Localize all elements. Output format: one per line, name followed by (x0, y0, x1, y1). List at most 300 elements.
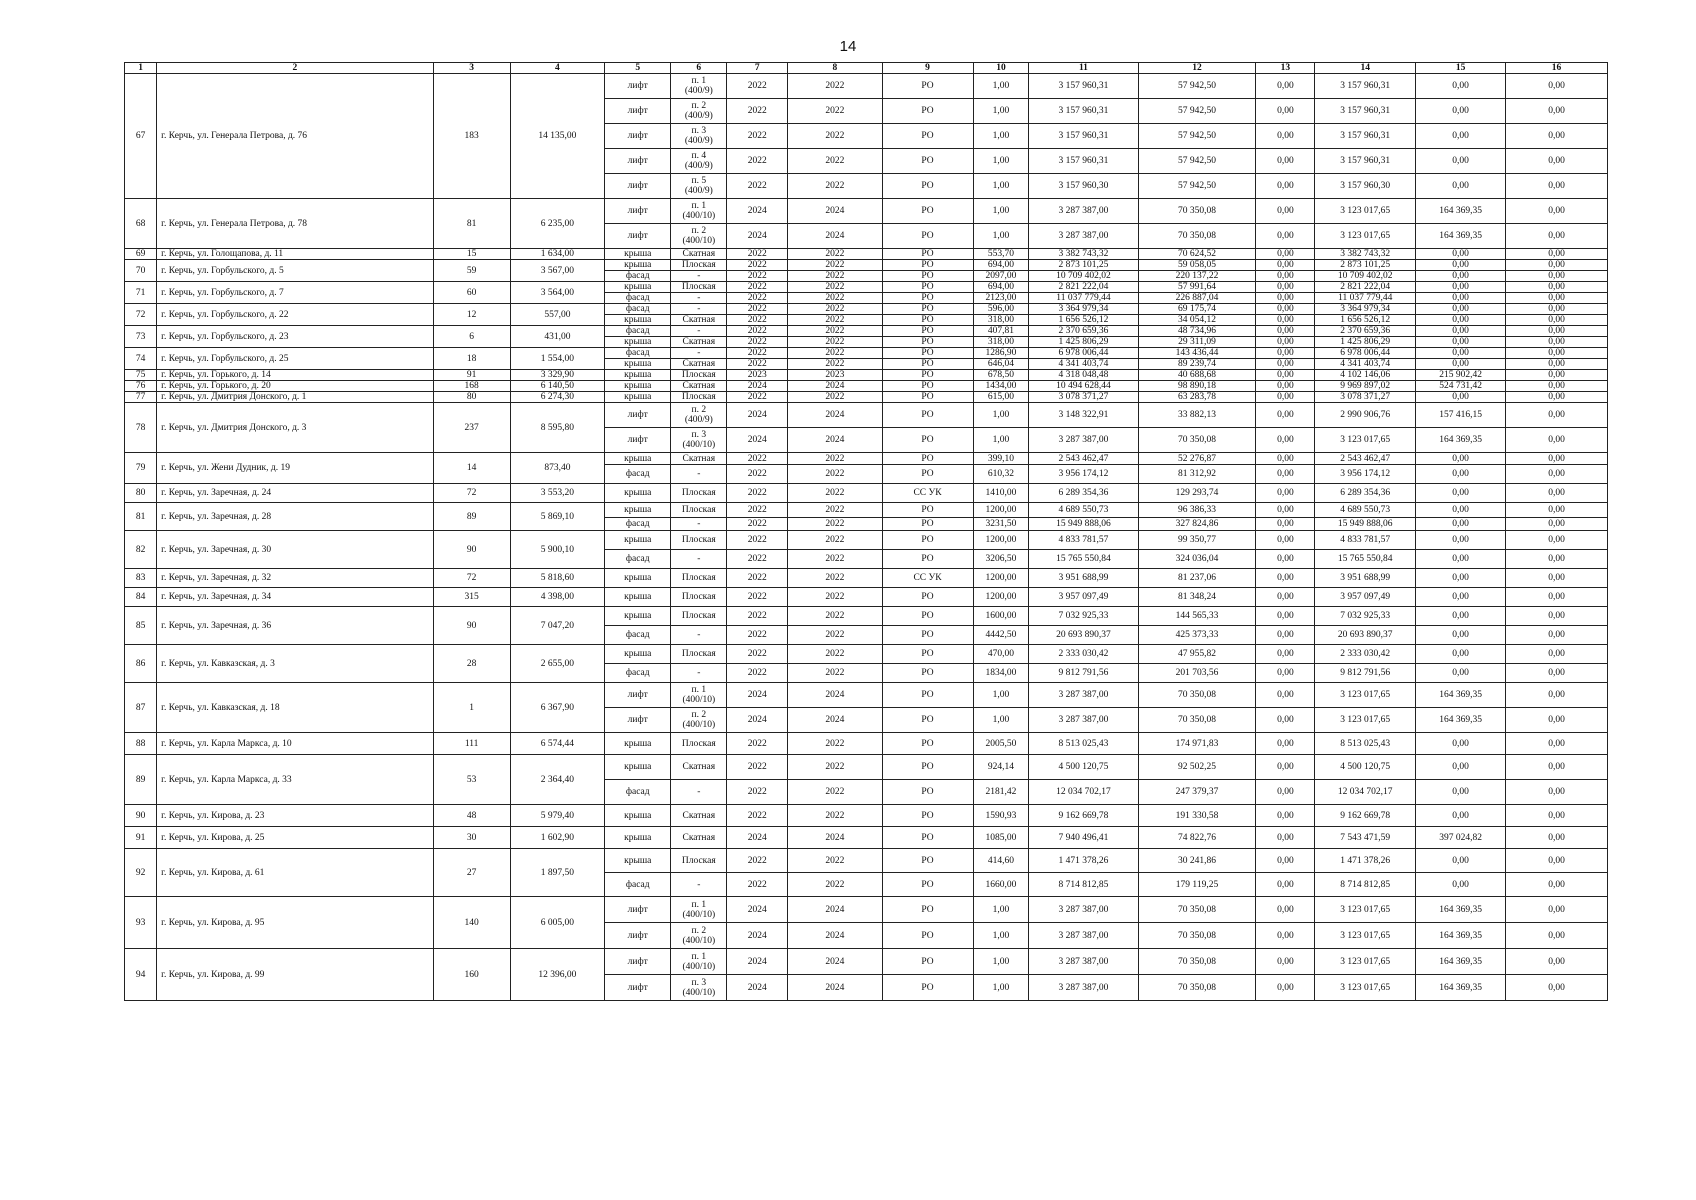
col15-cell: 0,00 (1416, 249, 1506, 260)
apartments-cell: 12 (433, 304, 510, 326)
col12-cell: 226 887,04 (1138, 293, 1256, 304)
year-end-cell: 2022 (788, 392, 882, 403)
year-end-cell: 2024 (788, 199, 882, 224)
organization-cell: РО (882, 260, 973, 271)
col13-cell: 0,00 (1256, 74, 1315, 99)
col13-cell: 0,00 (1256, 733, 1315, 755)
col12-cell: 47 955,82 (1138, 645, 1256, 664)
work-detail-cell: - (671, 271, 727, 282)
organization-cell: РО (882, 588, 973, 607)
work-type-cell: лифт (605, 403, 671, 428)
col15-cell: 0,00 (1416, 503, 1506, 518)
col15-cell: 0,00 (1416, 359, 1506, 370)
total-cost-cell: 1 656 526,12 (1029, 315, 1138, 326)
col16-cell: 0,00 (1506, 249, 1608, 260)
work-detail-cell: Плоская (671, 503, 727, 518)
total-cost-cell: 15 949 888,06 (1029, 518, 1138, 531)
col15-cell: 0,00 (1416, 124, 1506, 149)
work-detail-cell: п. 1 (400/10) (671, 897, 727, 923)
col15-cell: 0,00 (1416, 293, 1506, 304)
col13-cell: 0,00 (1256, 550, 1315, 569)
quantity-cell: 470,00 (973, 645, 1029, 664)
row-number-cell: 76 (125, 381, 157, 392)
year-end-cell: 2022 (788, 805, 882, 827)
col13-cell: 0,00 (1256, 975, 1315, 1001)
table-row (125, 805, 1608, 827)
apartments-cell: 315 (433, 588, 510, 607)
col13-cell: 0,00 (1256, 708, 1315, 733)
organization-cell: РО (882, 337, 973, 348)
col12-cell: 52 276,87 (1138, 453, 1256, 465)
col13-cell: 0,00 (1256, 224, 1315, 249)
organization-cell: РО (882, 949, 973, 975)
area-cell: 6 274,30 (510, 392, 604, 403)
quantity-cell: 1660,00 (973, 873, 1029, 897)
col12-cell: 40 688,68 (1138, 370, 1256, 381)
work-detail-cell: Скатная (671, 315, 727, 326)
year-start-cell: 2022 (727, 465, 788, 484)
address-cell: г. Керчь, ул. Дмитрия Донского, д. 3 (157, 403, 433, 453)
row-number-cell: 91 (125, 827, 157, 849)
col16-cell: 0,00 (1506, 588, 1608, 607)
year-start-cell: 2022 (727, 645, 788, 664)
year-start-cell: 2023 (727, 370, 788, 381)
col12-cell: 57 942,50 (1138, 174, 1256, 199)
address-cell: г. Керчь, ул. Горбульского, д. 5 (157, 260, 433, 282)
area-cell: 431,00 (510, 326, 604, 348)
year-start-cell: 2022 (727, 531, 788, 550)
apartments-cell: 48 (433, 805, 510, 827)
total-cost-cell: 3 287 387,00 (1029, 428, 1138, 453)
col14-cell: 7 543 471,59 (1315, 827, 1416, 849)
col13-cell: 0,00 (1256, 518, 1315, 531)
year-start-cell: 2022 (727, 282, 788, 293)
total-cost-cell: 4 689 550,73 (1029, 503, 1138, 518)
column-number-11: 11 (1029, 63, 1138, 74)
organization-cell: РО (882, 293, 973, 304)
col13-cell: 0,00 (1256, 923, 1315, 949)
organization-cell: РО (882, 503, 973, 518)
row-number-cell: 88 (125, 733, 157, 755)
col16-cell: 0,00 (1506, 199, 1608, 224)
col16-cell: 0,00 (1506, 403, 1608, 428)
total-cost-cell: 3 287 387,00 (1029, 897, 1138, 923)
column-number-12: 12 (1138, 63, 1256, 74)
year-end-cell: 2022 (788, 348, 882, 359)
col15-cell: 157 416,15 (1416, 403, 1506, 428)
year-end-cell: 2022 (788, 304, 882, 315)
work-detail-cell: Скатная (671, 359, 727, 370)
apartments-cell: 160 (433, 949, 510, 1001)
col13-cell: 0,00 (1256, 249, 1315, 260)
year-end-cell: 2022 (788, 569, 882, 588)
col16-cell: 0,00 (1506, 780, 1608, 805)
year-end-cell: 2022 (788, 337, 882, 348)
column-number-8: 8 (788, 63, 882, 74)
year-end-cell: 2022 (788, 282, 882, 293)
col15-cell: 0,00 (1416, 282, 1506, 293)
col16-cell: 0,00 (1506, 484, 1608, 503)
organization-cell: РО (882, 304, 973, 315)
work-type-cell: крыша (605, 503, 671, 518)
year-start-cell: 2022 (727, 348, 788, 359)
work-type-cell: фасад (605, 271, 671, 282)
address-cell: г. Керчь, ул. Заречная, д. 36 (157, 607, 433, 645)
col16-cell: 0,00 (1506, 569, 1608, 588)
work-detail-cell: п. 4 (400/9) (671, 149, 727, 174)
column-number-16: 16 (1506, 63, 1608, 74)
col12-cell: 324 036,04 (1138, 550, 1256, 569)
col14-cell: 4 689 550,73 (1315, 503, 1416, 518)
work-detail-cell: - (671, 873, 727, 897)
total-cost-cell: 15 765 550,84 (1029, 550, 1138, 569)
year-start-cell: 2022 (727, 392, 788, 403)
quantity-cell: 1,00 (973, 74, 1029, 99)
col16-cell: 0,00 (1506, 607, 1608, 626)
col13-cell: 0,00 (1256, 588, 1315, 607)
year-end-cell: 2022 (788, 531, 882, 550)
apartments-cell: 27 (433, 849, 510, 897)
col14-cell: 3 157 960,31 (1315, 99, 1416, 124)
year-end-cell: 2022 (788, 873, 882, 897)
quantity-cell: 1,00 (973, 683, 1029, 708)
organization-cell: РО (882, 249, 973, 260)
address-cell: г. Керчь, ул. Карла Маркса, д. 10 (157, 733, 433, 755)
col13-cell: 0,00 (1256, 453, 1315, 465)
work-type-cell: лифт (605, 99, 671, 124)
quantity-cell: 3206,50 (973, 550, 1029, 569)
year-start-cell: 2022 (727, 484, 788, 503)
col15-cell: 0,00 (1416, 626, 1506, 645)
col14-cell: 20 693 890,37 (1315, 626, 1416, 645)
col12-cell: 57 942,50 (1138, 74, 1256, 99)
quantity-cell: 924,14 (973, 755, 1029, 780)
work-type-cell: лифт (605, 74, 671, 99)
work-type-cell: лифт (605, 199, 671, 224)
col14-cell: 3 123 017,65 (1315, 949, 1416, 975)
total-cost-cell: 4 500 120,75 (1029, 755, 1138, 780)
col12-cell: 48 734,96 (1138, 326, 1256, 337)
col13-cell: 0,00 (1256, 626, 1315, 645)
total-cost-cell: 3 157 960,31 (1029, 149, 1138, 174)
quantity-cell: 1,00 (973, 975, 1029, 1001)
col15-cell: 0,00 (1416, 805, 1506, 827)
col16-cell: 0,00 (1506, 224, 1608, 249)
organization-cell: РО (882, 805, 973, 827)
total-cost-cell: 10 494 628,44 (1029, 381, 1138, 392)
address-cell: г. Керчь, ул. Голощапова, д. 11 (157, 249, 433, 260)
col12-cell: 59 058,05 (1138, 260, 1256, 271)
col15-cell: 164 369,35 (1416, 224, 1506, 249)
col16-cell: 0,00 (1506, 531, 1608, 550)
total-cost-cell: 2 873 101,25 (1029, 260, 1138, 271)
year-end-cell: 2022 (788, 315, 882, 326)
col14-cell: 15 949 888,06 (1315, 518, 1416, 531)
quantity-cell: 4442,50 (973, 626, 1029, 645)
organization-cell: РО (882, 124, 973, 149)
page-number: 14 (839, 38, 857, 55)
col13-cell: 0,00 (1256, 260, 1315, 271)
organization-cell: РО (882, 359, 973, 370)
table-row (125, 531, 1608, 550)
area-cell: 1 634,00 (510, 249, 604, 260)
address-cell: г. Керчь, ул. Заречная, д. 30 (157, 531, 433, 569)
col14-cell: 3 951 688,99 (1315, 569, 1416, 588)
work-detail-cell: Плоская (671, 260, 727, 271)
apartments-cell: 60 (433, 282, 510, 304)
col15-cell: 0,00 (1416, 569, 1506, 588)
organization-cell: РО (882, 708, 973, 733)
col13-cell: 0,00 (1256, 755, 1315, 780)
col14-cell: 3 123 017,65 (1315, 897, 1416, 923)
address-cell: г. Керчь, ул. Кирова, д. 23 (157, 805, 433, 827)
work-type-cell: лифт (605, 897, 671, 923)
year-start-cell: 2024 (727, 975, 788, 1001)
col13-cell: 0,00 (1256, 949, 1315, 975)
quantity-cell: 1,00 (973, 949, 1029, 975)
year-end-cell: 2022 (788, 260, 882, 271)
work-type-cell: лифт (605, 975, 671, 1001)
col14-cell: 3 123 017,65 (1315, 428, 1416, 453)
area-cell: 1 897,50 (510, 849, 604, 897)
year-end-cell: 2022 (788, 484, 882, 503)
work-detail-cell: Плоская (671, 607, 727, 626)
total-cost-cell: 3 078 371,27 (1029, 392, 1138, 403)
year-end-cell: 2024 (788, 683, 882, 708)
year-end-cell: 2024 (788, 708, 882, 733)
organization-cell: РО (882, 149, 973, 174)
work-type-cell: крыша (605, 453, 671, 465)
organization-cell: РО (882, 780, 973, 805)
row-number-cell: 85 (125, 607, 157, 645)
column-number-13: 13 (1256, 63, 1315, 74)
organization-cell: РО (882, 733, 973, 755)
work-type-cell: фасад (605, 664, 671, 683)
year-start-cell: 2024 (727, 708, 788, 733)
col16-cell: 0,00 (1506, 271, 1608, 282)
year-start-cell: 2024 (727, 683, 788, 708)
table-row (125, 733, 1608, 755)
year-end-cell: 2022 (788, 849, 882, 873)
col16-cell: 0,00 (1506, 626, 1608, 645)
organization-cell: СС УК (882, 484, 973, 503)
col16-cell: 0,00 (1506, 849, 1608, 873)
col14-cell: 8 714 812,85 (1315, 873, 1416, 897)
col15-cell: 0,00 (1416, 849, 1506, 873)
total-cost-cell: 2 333 030,42 (1029, 645, 1138, 664)
quantity-cell: 3231,50 (973, 518, 1029, 531)
work-detail-cell: Плоская (671, 484, 727, 503)
col14-cell: 6 289 354,36 (1315, 484, 1416, 503)
column-number-9: 9 (882, 63, 973, 74)
total-cost-cell: 3 287 387,00 (1029, 975, 1138, 1001)
col16-cell: 0,00 (1506, 359, 1608, 370)
year-start-cell: 2024 (727, 381, 788, 392)
col13-cell: 0,00 (1256, 607, 1315, 626)
col14-cell: 3 364 979,34 (1315, 304, 1416, 315)
area-cell: 14 135,00 (510, 74, 604, 199)
col12-cell: 70 350,08 (1138, 199, 1256, 224)
quantity-cell: 1286,90 (973, 348, 1029, 359)
year-start-cell: 2024 (727, 897, 788, 923)
area-cell: 5 979,40 (510, 805, 604, 827)
area-cell: 8 595,80 (510, 403, 604, 453)
row-number-cell: 70 (125, 260, 157, 282)
col15-cell: 164 369,35 (1416, 949, 1506, 975)
col13-cell: 0,00 (1256, 780, 1315, 805)
organization-cell: РО (882, 827, 973, 849)
apartments-cell: 53 (433, 755, 510, 805)
area-cell: 6 005,00 (510, 897, 604, 949)
col13-cell: 0,00 (1256, 149, 1315, 174)
total-cost-cell: 3 956 174,12 (1029, 465, 1138, 484)
year-end-cell: 2022 (788, 518, 882, 531)
table-row (125, 683, 1608, 708)
work-type-cell: крыша (605, 849, 671, 873)
apartments-cell: 90 (433, 531, 510, 569)
col13-cell: 0,00 (1256, 897, 1315, 923)
work-detail-cell: - (671, 626, 727, 645)
apartments-cell: 6 (433, 326, 510, 348)
quantity-cell: 2123,00 (973, 293, 1029, 304)
col15-cell: 0,00 (1416, 337, 1506, 348)
col15-cell: 164 369,35 (1416, 975, 1506, 1001)
work-detail-cell: - (671, 465, 727, 484)
apartments-cell: 89 (433, 503, 510, 531)
year-start-cell: 2022 (727, 805, 788, 827)
year-end-cell: 2024 (788, 381, 882, 392)
year-end-cell: 2022 (788, 755, 882, 780)
col16-cell: 0,00 (1506, 428, 1608, 453)
year-end-cell: 2022 (788, 99, 882, 124)
year-end-cell: 2024 (788, 949, 882, 975)
col14-cell: 2 370 659,36 (1315, 326, 1416, 337)
col12-cell: 98 890,18 (1138, 381, 1256, 392)
col16-cell: 0,00 (1506, 370, 1608, 381)
col12-cell: 63 283,78 (1138, 392, 1256, 403)
col16-cell: 0,00 (1506, 293, 1608, 304)
quantity-cell: 1200,00 (973, 503, 1029, 518)
work-type-cell: фасад (605, 780, 671, 805)
col13-cell: 0,00 (1256, 827, 1315, 849)
col14-cell: 3 123 017,65 (1315, 683, 1416, 708)
year-start-cell: 2022 (727, 124, 788, 149)
area-cell: 12 396,00 (510, 949, 604, 1001)
row-number-cell: 72 (125, 304, 157, 326)
organization-cell: РО (882, 849, 973, 873)
work-detail-cell: Скатная (671, 337, 727, 348)
area-cell: 2 364,40 (510, 755, 604, 805)
organization-cell: РО (882, 381, 973, 392)
col12-cell: 57 991,64 (1138, 282, 1256, 293)
organization-cell: РО (882, 392, 973, 403)
work-detail-cell: п. 2 (400/10) (671, 224, 727, 249)
year-start-cell: 2022 (727, 359, 788, 370)
address-cell: г. Керчь, ул. Горбульского, д. 7 (157, 282, 433, 304)
area-cell: 3 567,00 (510, 260, 604, 282)
year-start-cell: 2024 (727, 403, 788, 428)
col15-cell: 397 024,82 (1416, 827, 1506, 849)
col13-cell: 0,00 (1256, 99, 1315, 124)
col12-cell: 247 379,37 (1138, 780, 1256, 805)
year-end-cell: 2024 (788, 975, 882, 1001)
work-type-cell: крыша (605, 484, 671, 503)
col15-cell: 0,00 (1416, 588, 1506, 607)
col15-cell: 0,00 (1416, 174, 1506, 199)
quantity-cell: 1200,00 (973, 569, 1029, 588)
work-type-cell: фасад (605, 348, 671, 359)
quantity-cell: 553,70 (973, 249, 1029, 260)
apartments-cell: 72 (433, 484, 510, 503)
year-start-cell: 2022 (727, 74, 788, 99)
apartments-cell: 81 (433, 199, 510, 249)
quantity-cell: 1,00 (973, 708, 1029, 733)
year-end-cell: 2022 (788, 626, 882, 645)
col12-cell: 179 119,25 (1138, 873, 1256, 897)
col16-cell: 0,00 (1506, 664, 1608, 683)
area-cell: 6 367,90 (510, 683, 604, 733)
col12-cell: 57 942,50 (1138, 99, 1256, 124)
col14-cell: 1 471 378,26 (1315, 849, 1416, 873)
work-detail-cell: Плоская (671, 588, 727, 607)
work-type-cell: фасад (605, 465, 671, 484)
work-detail-cell: п. 1 (400/10) (671, 683, 727, 708)
col15-cell: 0,00 (1416, 664, 1506, 683)
row-number-cell: 93 (125, 897, 157, 949)
table-row (125, 849, 1608, 873)
col12-cell: 70 350,08 (1138, 708, 1256, 733)
col13-cell: 0,00 (1256, 359, 1315, 370)
work-detail-cell: - (671, 348, 727, 359)
col15-cell: 0,00 (1416, 755, 1506, 780)
organization-cell: РО (882, 74, 973, 99)
col12-cell: 201 703,56 (1138, 664, 1256, 683)
table-row (125, 607, 1608, 626)
area-cell: 6 574,44 (510, 733, 604, 755)
organization-cell: РО (882, 403, 973, 428)
year-end-cell: 2022 (788, 645, 882, 664)
col13-cell: 0,00 (1256, 271, 1315, 282)
work-detail-cell: Плоская (671, 392, 727, 403)
table-row (125, 304, 1608, 315)
work-detail-cell: п. 2 (400/10) (671, 923, 727, 949)
work-detail-cell: - (671, 550, 727, 569)
year-end-cell: 2024 (788, 897, 882, 923)
year-start-cell: 2022 (727, 99, 788, 124)
col15-cell: 0,00 (1416, 873, 1506, 897)
col12-cell: 57 942,50 (1138, 124, 1256, 149)
address-cell: г. Керчь, ул. Заречная, д. 34 (157, 588, 433, 607)
col13-cell: 0,00 (1256, 124, 1315, 149)
col15-cell: 164 369,35 (1416, 897, 1506, 923)
area-cell: 6 140,50 (510, 381, 604, 392)
col16-cell: 0,00 (1506, 550, 1608, 569)
column-number-row (125, 63, 1608, 74)
apartments-cell: 183 (433, 74, 510, 199)
address-cell: г. Керчь, ул. Кирова, д. 25 (157, 827, 433, 849)
year-start-cell: 2022 (727, 569, 788, 588)
quantity-cell: 1600,00 (973, 607, 1029, 626)
work-type-cell: крыша (605, 260, 671, 271)
row-number-cell: 83 (125, 569, 157, 588)
work-type-cell: крыша (605, 359, 671, 370)
col12-cell: 174 971,83 (1138, 733, 1256, 755)
apartments-cell: 80 (433, 392, 510, 403)
address-cell: г. Керчь, ул. Дмитрия Донского, д. 1 (157, 392, 433, 403)
address-cell: г. Керчь, ул. Генерала Петрова, д. 78 (157, 199, 433, 249)
work-detail-cell: Скатная (671, 827, 727, 849)
year-start-cell: 2022 (727, 326, 788, 337)
